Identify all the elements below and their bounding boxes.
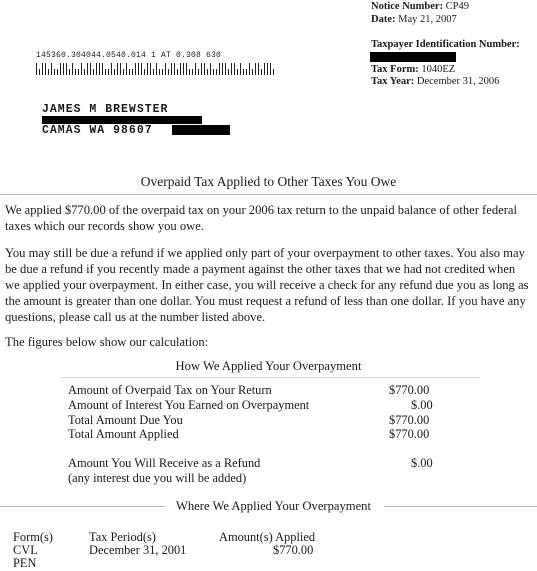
notice-date-value: May 21, 2007 (398, 14, 457, 25)
barcode-bar (216, 69, 217, 75)
barcode-bar (207, 69, 208, 75)
tax-form-label: Tax Form: (371, 64, 419, 75)
barcode-bar (180, 63, 181, 75)
barcode-bar (111, 63, 112, 75)
refund-note: (any interest due you will be added) (68, 471, 247, 485)
col-period-header: Tax Period(s) (89, 530, 156, 544)
barcode-bar (108, 69, 109, 75)
barcode-bar (54, 69, 55, 75)
barcode-bar (69, 69, 70, 75)
barcode-bar (177, 69, 178, 75)
barcode-bar (198, 69, 199, 75)
tax-year-label: Tax Year: (371, 76, 415, 87)
tax-form (371, 64, 455, 75)
calc-row-value: $770.00 (389, 383, 430, 397)
barcode-bar (138, 63, 139, 75)
calc-row-value: $.00 (411, 398, 433, 412)
notice-number (371, 1, 469, 12)
barcode-bar (231, 63, 232, 75)
tax-form-value: 1040EZ (421, 64, 456, 75)
barcode-bar (252, 69, 253, 75)
barcode-bar (171, 63, 172, 75)
barcode-bar (87, 63, 88, 75)
barcode-bar (273, 69, 274, 75)
barcode-bar (189, 69, 190, 75)
tin-label: Taxpayer Identification Number: (371, 39, 520, 50)
barcode-bar (159, 69, 160, 75)
barcode-bar (243, 69, 244, 75)
barcode-bar (42, 63, 43, 75)
barcode-bar (147, 63, 148, 75)
barcode-bar (129, 69, 130, 75)
barcode-bar (126, 63, 127, 75)
calc-row-label: Amount of Overpaid Tax on Your Return (68, 383, 272, 397)
barcode-bar (261, 69, 262, 75)
barcode-bar (39, 69, 40, 75)
calc-row-value: $770.00 (389, 413, 430, 427)
barcode-bar (204, 63, 205, 75)
title-divider (0, 194, 537, 195)
barcode-bar (114, 69, 115, 75)
notice-number-label: Notice Number: (371, 1, 444, 12)
barcode-bar (144, 69, 145, 75)
barcode-bar (117, 63, 118, 75)
barcode-bar (174, 63, 175, 75)
barcode-bar (93, 69, 94, 75)
calc-heading: How We Applied Your Overpayment (175, 359, 362, 373)
barcode-bar (183, 63, 184, 75)
tax-year (371, 76, 499, 87)
col-form-header: Form(s) (13, 530, 53, 544)
paragraph-refund: You may still be due a refund if we applied only part of your overpayment to other taxes. You also may be due a refund if you recently made a payment against the other taxes that we had not credited when we applied your overpayment. In either case, you will receive a check for any refund due you as long as the amount is greater than one dollar. You must request a refund of less than one dollar. If you have any questions, please call us at the number listed above. (5, 246, 529, 324)
barcode-text: 145360.304044.0540.014 1 AT 0.308 630 (36, 51, 222, 60)
barcode-bar (57, 69, 58, 75)
applied-row-form: PEN (13, 556, 37, 570)
barcode-bar (234, 63, 235, 75)
barcode-bar (156, 63, 157, 75)
barcode-bar (270, 63, 271, 75)
refund-label: Amount You Will Receive as a Refund (68, 456, 261, 470)
barcode-bar (225, 63, 226, 75)
barcode-bar (267, 63, 268, 75)
barcode-bar (96, 63, 97, 75)
barcode-bar (105, 69, 106, 75)
barcode-bar (78, 69, 79, 75)
barcode-bar (210, 63, 211, 75)
barcode-bar (255, 63, 256, 75)
applied-heading: Where We Applied Your Overpayment (176, 499, 371, 513)
barcode-bar (81, 63, 82, 75)
col-amount-header: Amount(s) Applied (219, 530, 316, 544)
barcode-bar (123, 69, 124, 75)
barcode-bar (90, 63, 91, 75)
notice-title: Overpaid Tax Applied to Other Taxes You Owe (140, 174, 397, 189)
barcode-bar (99, 63, 100, 75)
barcode-bar (48, 69, 49, 75)
postal-barcode (36, 63, 275, 75)
applied-rule-right (384, 506, 537, 507)
barcode-bar (150, 63, 151, 75)
barcode-bar (213, 69, 214, 75)
calc-row-value: $770.00 (389, 427, 430, 441)
address-redaction (42, 116, 202, 124)
applied-row-amount: $770.00 (273, 543, 314, 557)
barcode-bar (240, 63, 241, 75)
barcode-bar (36, 63, 37, 75)
figures-intro: The figures below show our calculation: (5, 335, 209, 349)
taxpayer-city: CAMAS WA 98607 (42, 124, 153, 137)
taxpayer-name: JAMES M BREWSTER (42, 103, 169, 116)
barcode-bar (84, 69, 85, 75)
zip-redaction (172, 125, 230, 135)
barcode-bar (237, 69, 238, 75)
applied-row-period: December 31, 2001 (89, 543, 187, 557)
barcode-bar (246, 69, 247, 75)
barcode-bar (219, 63, 220, 75)
barcode-bar (264, 63, 265, 75)
calc-divider (60, 377, 480, 378)
barcode-bar (132, 69, 133, 75)
notice-number-value: CP49 (445, 1, 469, 12)
barcode-bar (201, 63, 202, 75)
tax-year-value: December 31, 2006 (416, 76, 500, 87)
calc-row-label: Total Amount Applied (68, 427, 179, 441)
calc-row-label: Total Amount Due You (68, 413, 183, 427)
barcode-bar (222, 63, 223, 75)
barcode-bar (45, 63, 46, 75)
calc-row-label: Amount of Interest You Earned on Overpayment (68, 398, 310, 412)
barcode-bar (162, 69, 163, 75)
barcode-bar (186, 63, 187, 75)
barcode-bar (153, 69, 154, 75)
barcode-bar (75, 69, 76, 75)
refund-value: $.00 (411, 456, 433, 470)
barcode-bar (72, 63, 73, 75)
barcode-bar (249, 63, 250, 75)
tin-redaction (370, 52, 456, 62)
barcode-bar (192, 69, 193, 75)
barcode-bar (228, 69, 229, 75)
barcode-bar (120, 63, 121, 75)
barcode-bar (51, 63, 52, 75)
barcode-bar (258, 63, 259, 75)
barcode-bar (135, 63, 136, 75)
notice-date (371, 14, 457, 25)
barcode-bar (66, 63, 67, 75)
notice-date-label: Date: (371, 14, 396, 25)
barcode-bar (165, 63, 166, 75)
barcode-bar (141, 63, 142, 75)
barcode-bar (60, 63, 61, 75)
applied-rule-left (0, 506, 165, 507)
barcode-bar (102, 63, 103, 75)
barcode-bar (195, 63, 196, 75)
applied-row-form: CVL (13, 543, 38, 557)
paragraph-applied: We applied $770.00 of the overpaid tax on your 2006 tax return to the unpaid balance of other federal taxes which our records show you owe. (5, 203, 518, 233)
barcode-bar (63, 63, 64, 75)
barcode-bar (168, 69, 169, 75)
